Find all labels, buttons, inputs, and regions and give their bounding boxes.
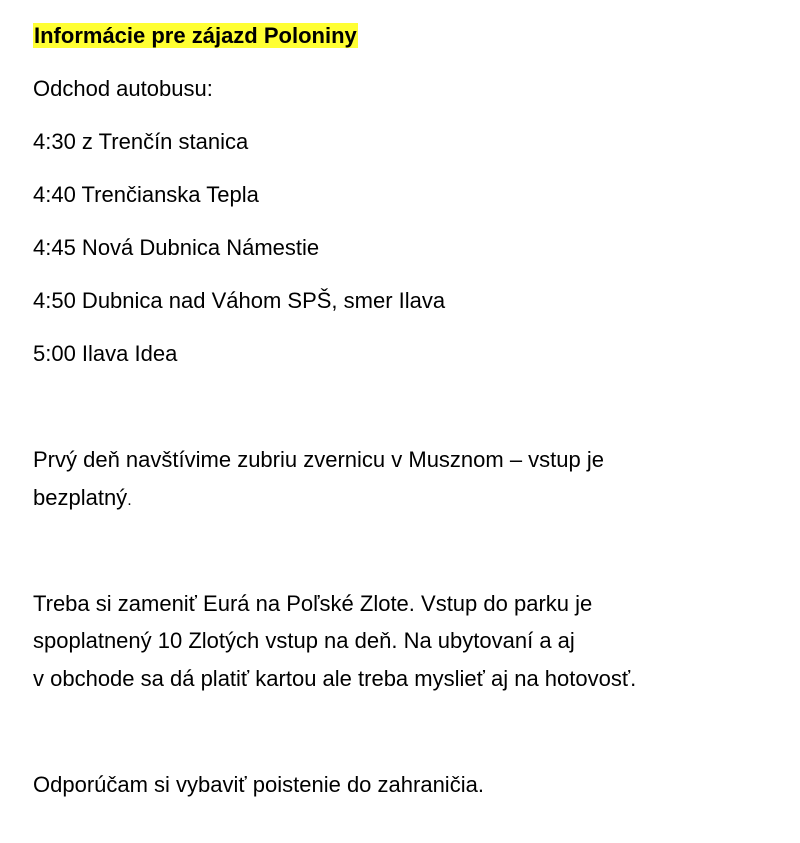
document-title: Informácie pre zájazd Poloniny bbox=[34, 23, 357, 48]
departure-stop: 5:00 Ilava Idea bbox=[33, 341, 178, 366]
first-day-paragraph-line: Prvý deň navštívime zubriu zvernicu v Musznom – vstup je bbox=[33, 447, 605, 472]
departure-stop: 4:50 Dubnica nad Váhom SPŠ, smer Ilava bbox=[33, 288, 446, 313]
departure-stop: 4:30 z Trenčín stanica bbox=[33, 129, 249, 154]
insurance-note: Odporúčam si vybaviť poistenie do zahraničia. bbox=[33, 772, 484, 797]
money-paragraph-line: Treba si zameniť Eurá na Poľské Zlote. Vstup do parku je bbox=[33, 591, 593, 616]
money-paragraph-line: spoplatnený 10 Zlotých vstup na deň. Na ubytovaní a aj bbox=[33, 628, 575, 653]
title-line bbox=[33, 22, 358, 50]
first-day-period: . bbox=[127, 492, 132, 509]
departure-stop: 4:45 Nová Dubnica Námestie bbox=[33, 235, 320, 260]
money-paragraph-line: v obchode sa dá platiť kartou ale treba myslieť aj na hotovosť. bbox=[33, 666, 637, 691]
first-day-text: bezplatný bbox=[33, 485, 128, 510]
first-day-paragraph-line bbox=[33, 484, 132, 515]
departure-stop: 4:40 Trenčianska Tepla bbox=[33, 182, 259, 207]
departure-heading: Odchod autobusu: bbox=[33, 76, 213, 101]
